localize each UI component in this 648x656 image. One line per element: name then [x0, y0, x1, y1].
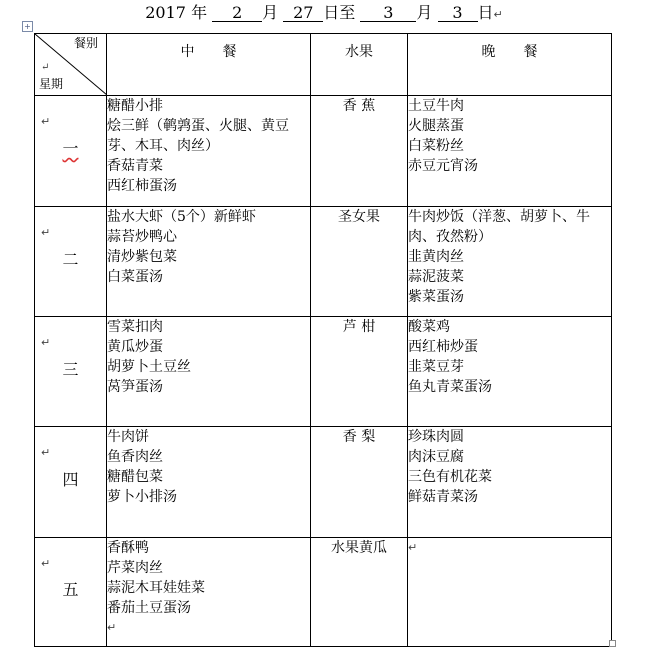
lunch-dish: 鱼香肉丝 — [107, 449, 163, 465]
fruit-item: 水果黄瓜 — [331, 540, 387, 556]
dinner-dish: 酸菜鸡 — [408, 319, 450, 335]
lunch-dish: 雪菜扣肉 — [107, 319, 163, 335]
weekday-cell — [35, 317, 107, 427]
lunch-dish: 萝卜小排汤 — [107, 489, 177, 505]
paragraph-mark-icon: ↵ — [41, 446, 51, 459]
fruit-cell — [311, 207, 408, 317]
dinner-dish: 西红柿炒蛋 — [408, 339, 478, 355]
table-row — [35, 427, 612, 538]
lunch-dish: 芹菜肉丝 — [107, 560, 163, 576]
dinner-dish: 珍珠肉圆 — [408, 429, 464, 445]
dinner-dish: 鲜菇青菜汤 — [408, 489, 478, 505]
menu-date-range-title — [0, 3, 648, 25]
year-label: 年 — [191, 3, 208, 22]
lunch-dish: 胡萝卜土豆丝 — [107, 359, 191, 375]
lunch-dish: 白菜蛋汤 — [107, 269, 163, 285]
lunch-dish: 西红柿蛋汤 — [107, 178, 177, 194]
weekday-cell — [35, 207, 107, 317]
lunch-header: 中 餐 — [107, 34, 311, 96]
paragraph-mark-icon: ↵ — [41, 336, 51, 349]
paragraph-mark-icon: ↵ — [41, 62, 50, 73]
lunch-dish: 香酥鸭 — [107, 540, 149, 556]
lunch-cell — [107, 207, 311, 317]
month-label-2: 月 — [416, 3, 433, 22]
weekday-label: 三 — [62, 360, 79, 379]
lunch-dish: 蒜苔炒鸭心 — [107, 229, 177, 245]
header-row — [35, 34, 612, 96]
dinner-dish: 韭菜豆芽 — [408, 359, 464, 375]
fruit-item: 圣女果 — [338, 209, 380, 225]
weekday-cell — [35, 96, 107, 207]
dinner-dish: 紫菜蛋汤 — [408, 289, 464, 305]
dinner-header: 晚 餐 — [408, 34, 612, 96]
weekday-label: 五 — [62, 580, 79, 599]
paragraph-mark-icon: ↵ — [107, 621, 117, 634]
weekly-menu-table — [34, 33, 612, 647]
paragraph-mark-icon: ↵ — [408, 541, 418, 554]
table-resize-handle[interactable] — [609, 640, 616, 647]
start-day: 27 — [283, 4, 323, 22]
lunch-dish: 番茄土豆蛋汤 — [107, 600, 191, 616]
paragraph-mark-icon: ↵ — [41, 557, 51, 570]
lunch-cell — [107, 96, 311, 207]
diagonal-header-cell — [35, 34, 107, 96]
dinner-cell — [408, 427, 612, 538]
month-label: 月 — [262, 3, 279, 22]
dinner-dish: 火腿蒸蛋 — [408, 118, 464, 134]
fruit-header: 水果 — [311, 34, 408, 96]
paragraph-mark-icon: ↵ — [493, 8, 503, 21]
dinner-dish: 土豆牛肉 — [408, 98, 464, 114]
lunch-cell — [107, 427, 311, 538]
lunch-cell — [107, 538, 311, 647]
paragraph-mark-icon: ↵ — [41, 115, 51, 128]
start-month: 2 — [212, 4, 262, 22]
table-row — [35, 317, 612, 427]
weekday-cell — [35, 538, 107, 647]
lunch-dish: 牛肉饼 — [107, 429, 149, 445]
dinner-dish: 鱼丸青菜蛋汤 — [408, 379, 492, 395]
day-label: 日 — [477, 3, 494, 22]
weekday-label: 二 — [62, 250, 79, 269]
table-row — [35, 207, 612, 317]
weekday-label: 四 — [62, 470, 79, 489]
year: 2017 — [145, 3, 186, 22]
dinner-cell — [408, 207, 612, 317]
lunch-dish: 香菇青菜 — [107, 158, 163, 174]
fruit-cell — [311, 96, 408, 207]
end-month: 3 — [360, 4, 416, 22]
table-row — [35, 96, 612, 207]
dinner-dish: 蒜泥菠菜 — [408, 269, 464, 285]
weekday-label: 星期 — [39, 77, 64, 91]
dinner-dish: 赤豆元宵汤 — [408, 158, 478, 174]
fruit-cell — [311, 538, 408, 647]
weekday-cell — [35, 427, 107, 538]
lunch-dish: 黄瓜炒蛋 — [107, 339, 163, 355]
fruit-item: 芦 柑 — [342, 319, 376, 335]
dinner-cell — [408, 317, 612, 427]
lunch-dish: 清炒紫包菜 — [107, 249, 177, 265]
dinner-cell — [408, 538, 612, 647]
lunch-dish: 糖醋小排 — [107, 98, 163, 114]
fruit-cell — [311, 427, 408, 538]
dinner-dish: 白菜粉丝 — [408, 138, 464, 154]
weekday-label: 一 — [62, 139, 79, 158]
dinner-cell — [408, 96, 612, 207]
meal-type-label: 餐别 — [73, 36, 98, 50]
lunch-dish: 盐水大虾（5个）新鲜虾 — [107, 209, 256, 225]
end-day: 3 — [438, 4, 478, 22]
dinner-dish: 肉沫豆腐 — [408, 449, 464, 465]
fruit-item: 香 梨 — [342, 429, 376, 445]
fruit-cell — [311, 317, 408, 427]
dinner-dish: 韭黄肉丝 — [408, 249, 464, 265]
dinner-dish: 牛肉炒饭（洋葱、胡萝卜、牛肉、孜然粉） — [408, 209, 590, 245]
table-move-handle-icon[interactable]: + — [22, 21, 33, 32]
paragraph-mark-icon: ↵ — [41, 226, 51, 239]
table-row — [35, 538, 612, 647]
lunch-cell — [107, 317, 311, 427]
dinner-dish: 三色有机花菜 — [408, 469, 492, 485]
lunch-dish: 莴笋蛋汤 — [107, 379, 163, 395]
fruit-item: 香 蕉 — [342, 98, 376, 114]
day-to-label: 日至 — [323, 3, 356, 22]
lunch-dish: 烩三鲜（鹌鹑蛋、火腿、黄豆芽、木耳、肉丝） — [107, 118, 289, 154]
lunch-dish: 糖醋包菜 — [107, 469, 163, 485]
lunch-dish: 蒜泥木耳娃娃菜 — [107, 580, 205, 596]
